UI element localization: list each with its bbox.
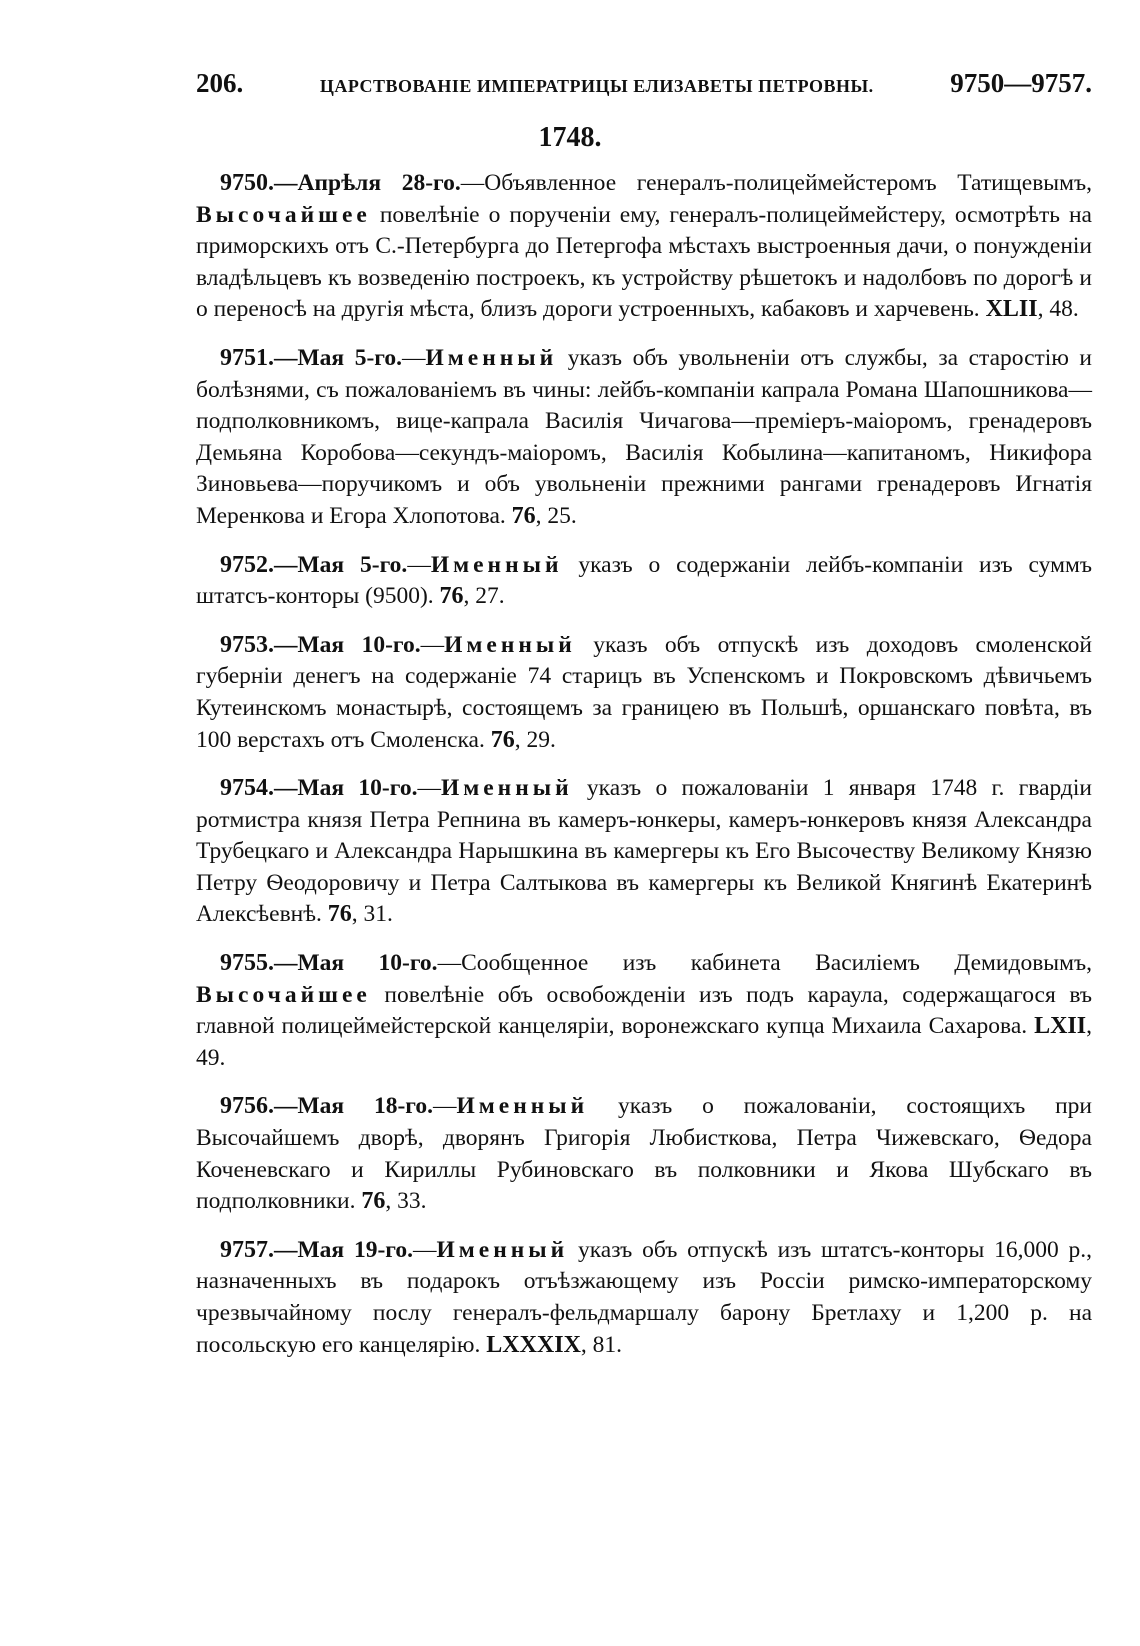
- entry-reference: 76: [511, 502, 536, 529]
- entry-text: —Сообщенное изъ кабинета Василіемъ Демидовымъ,: [437, 950, 1092, 977]
- entry-date: —Мая 5-го.: [274, 344, 402, 371]
- entry-text: указъ объ отпускѣ изъ доходовъ смоленской губерніи денегъ на содержаніе 74 старицъ въ Успенскомъ и Покровскомъ дѣвичьемъ Кутеинскомъ монастырѣ, состоящемъ за границею въ Польшѣ, оршанскаго повѣта, въ 100 верстахъ отъ Смоленска.: [196, 631, 1092, 753]
- entry-emphasis: Именный: [436, 1236, 569, 1263]
- entry-number: 9756.: [220, 1093, 274, 1120]
- entry-reference: 76: [439, 583, 464, 610]
- year-heading: 1748.: [538, 122, 602, 153]
- entry-date: —Мая 5-го.: [274, 551, 408, 578]
- page-number: 206.: [196, 68, 244, 98]
- entry-text: указъ объ отпускѣ изъ штатсъ-конторы 16,000 р., назначенныхъ въ подарокъ отъѣзжающему изъ Россіи римско-императорскому чрезвычайному послу генералъ-фельдмаршалу барону Бретлаху и 1,200 р. на посольскую его канцелярію.: [196, 1236, 1092, 1358]
- entry-text: —: [413, 1236, 437, 1263]
- entry-emphasis: Именный: [440, 775, 573, 802]
- entry-9755: [196, 948, 1092, 1074]
- entry-reference-page: , 48.: [1037, 296, 1079, 323]
- entry-emphasis: Именный: [425, 344, 558, 371]
- running-head: [196, 68, 1092, 104]
- entry-reference-page: , 25.: [535, 502, 577, 529]
- entry-reference-page: , 49.: [196, 1013, 1092, 1071]
- entry-9757: [196, 1235, 1092, 1361]
- entry-text: указъ объ увольненіи отъ службы, за старостію и болѣзнями, съ пожалованіемъ въ чины: лейбъ-компаніи капрала Романа Шапошникова—подполковникомъ, вице-капрала Василія Чичагова—преміеръ-маіоромъ, гренадеровъ Демьяна Коробова—секундъ-маіоромъ, Василія Кобылина—капитаномъ, Никифора Зиновьева—поручикомъ и объ увольненіи прежними рангами гренадеровъ Игнатія Меренкова и Егора Хлопотова.: [196, 344, 1093, 529]
- entry-reference-page: , 31.: [351, 901, 393, 928]
- entry-9754: [196, 773, 1092, 931]
- entry-reference-page: , 29.: [514, 726, 556, 753]
- entry-reference-page: , 81.: [580, 1331, 623, 1358]
- entry-9756: [196, 1091, 1092, 1217]
- entry-number: 9752.: [220, 551, 274, 578]
- entry-reference: XLII: [985, 296, 1038, 323]
- entry-number: 9754.: [220, 775, 274, 802]
- entries-list: [196, 168, 1092, 1378]
- entry-text: —: [417, 775, 441, 802]
- entry-emphasis: Высочайшее: [196, 981, 371, 1008]
- entry-text: —: [433, 1093, 457, 1120]
- entry-9750: [196, 168, 1092, 326]
- entry-emphasis: Именный: [456, 1093, 589, 1120]
- entry-date: —Мая 19-го.: [274, 1236, 413, 1263]
- entry-emphasis: Высочайшее: [196, 201, 371, 228]
- entry-number: 9750.: [220, 170, 274, 196]
- entry-number: 9757.: [220, 1236, 274, 1263]
- entry-number: 9755.: [220, 950, 274, 977]
- entry-date: —Мая 18-го.: [274, 1093, 433, 1120]
- entry-reference: 76: [361, 1188, 386, 1215]
- entry-text: указъ о пожалованіи 1 января 1748 г. гвардіи ротмистра князя Петра Репнина въ камеръ-юнкеры, камеръ-юнкеровъ князя Александра Трубецкаго и Александра Нарышкина въ камергеры къ Его Высочеству Великому Князю Петру Ѳеодоровичу и Петра Салтыкова въ камергеры къ Великой Княгинѣ Екатеринѣ Алексѣевнѣ.: [196, 775, 1092, 928]
- entry-9753: [196, 630, 1092, 756]
- entry-text: повелѣніе о порученіи ему, генералъ-полицеймейстеру, осмотрѣть на приморскихъ отъ С.-Петербурга до Петергофа мѣстахъ выстроенныя дачи, о понужденіи владѣльцевъ къ возведенію построекъ, къ устройству рѣшетокъ и надолбовъ по дорогѣ и о переносѣ на другія мѣста, близъ дороги устроенныхъ, кабаковъ и харчевень.: [196, 201, 1092, 323]
- entry-date: —Мая 10-го.: [274, 950, 438, 977]
- entry-text: —: [420, 631, 445, 658]
- entry-reference: LXXXIX: [486, 1331, 581, 1358]
- entry-text: указъ о пожалованіи, состоящихъ при Высочайшемъ дворѣ, дворянъ Григорія Любисткова, Петра Чижевскаго, Ѳедора Коченевскаго и Кириллы Рубиновскаго въ полковники и Якова Шубскаго въ подполковники.: [196, 1093, 1092, 1215]
- entry-reference: 76: [490, 726, 515, 753]
- entry-emphasis: Именный: [430, 551, 563, 578]
- entry-date: —Мая 10-го.: [274, 631, 421, 658]
- entry-9751: [196, 343, 1092, 533]
- entry-reference-page: , 33.: [385, 1188, 427, 1215]
- entry-date: —Апрѣля 28-го.: [274, 170, 461, 196]
- entry-emphasis: Именный: [444, 631, 576, 658]
- entry-text: повелѣніе объ освобожденіи изъ подъ караула, содержащагося въ главной полицеймейстерской канцеляріи, воронежскаго купца Михаила Сахарова.: [196, 981, 1092, 1040]
- entry-text: указъ о содержаніи лейбъ-компаніи изъ суммъ штатсъ-конторы (9500).: [196, 551, 1092, 610]
- entry-reference: LXII: [1034, 1013, 1087, 1040]
- entry-9752: [196, 550, 1092, 613]
- entry-text: —: [407, 551, 431, 578]
- entry-text: —: [402, 344, 426, 371]
- document-range: 9750—9757.: [950, 68, 1092, 98]
- entry-date: —Мая 10-го.: [274, 775, 418, 802]
- running-title: ЦАРСТВОВАНІЕ ИМПЕРАТРИЦЫ ЕЛИЗАВЕТЫ ПЕТРОВНЫ.: [319, 76, 874, 96]
- entry-number: 9753.: [220, 631, 274, 658]
- entry-reference-page: , 27.: [463, 583, 505, 610]
- entry-reference: 76: [327, 901, 352, 928]
- entry-text: —Объявленное генералъ-полицеймейстеромъ Татищевымъ,: [460, 170, 1092, 196]
- entry-number: 9751.: [220, 344, 274, 371]
